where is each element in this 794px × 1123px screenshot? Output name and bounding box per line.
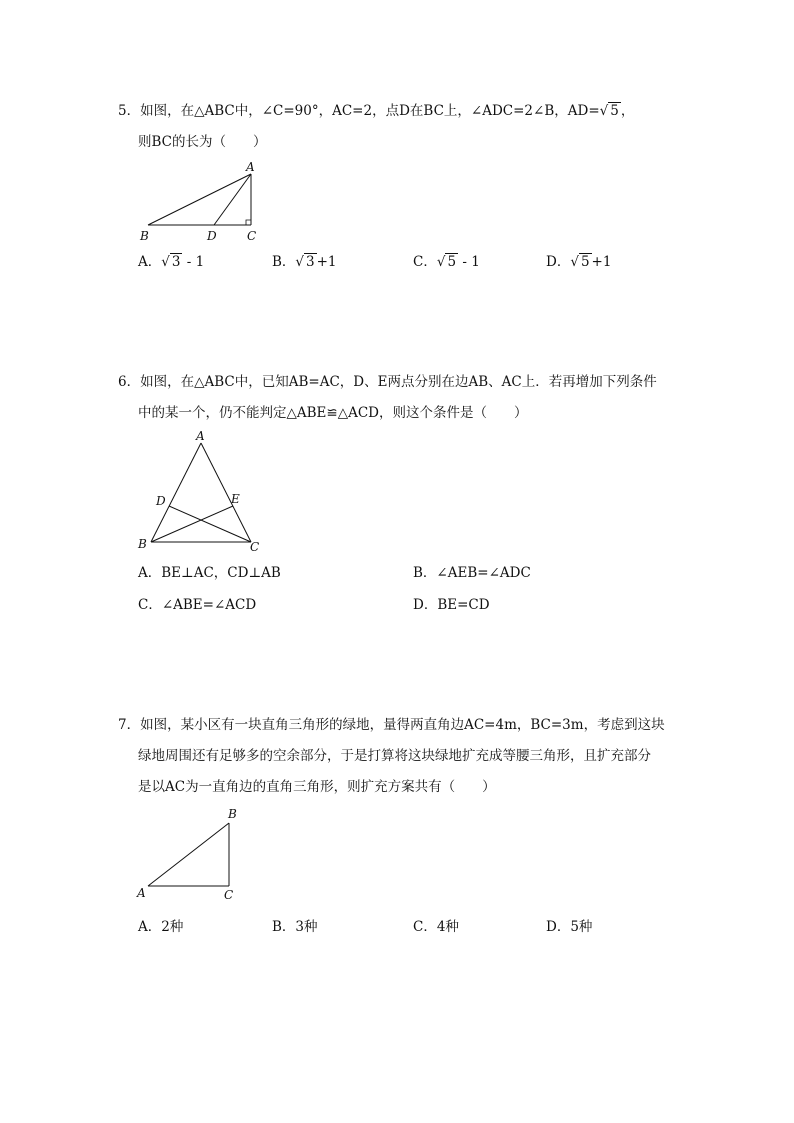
q6-option-d[interactable]: D．BE=CD [413, 597, 490, 613]
q7-option-b[interactable]: B．3种 [272, 919, 318, 935]
q6-figure [130, 428, 270, 556]
segment-cd [169, 506, 251, 542]
q6-option-c[interactable]: C．∠ABE=∠ACD [138, 597, 257, 613]
label-a: A [196, 429, 205, 443]
question-7 [118, 710, 665, 803]
q6-line-2: 中的某一个，仍不能判定△ABE≌△ACD，则这个条件是（ ） [138, 405, 528, 421]
segment-ad [214, 174, 251, 225]
sqrt-expression: √ 5 [599, 103, 619, 119]
label-b: B [228, 807, 237, 821]
q7-option-a[interactable]: A．2种 [138, 919, 184, 935]
q5-option-c[interactable]: C．√ 5 - 1 [413, 254, 480, 270]
segment-ab [151, 443, 201, 542]
q5-line-1: 5．如图，在△ABC中，∠C=90°，AC=2，点D在BC上，∠ADC=2∠B，AD=√ 5 ， [118, 96, 634, 127]
q6-option-a[interactable]: A．BE⊥AC，CD⊥AB [138, 565, 281, 581]
label-a: A [137, 886, 146, 900]
segment-ab [148, 823, 229, 886]
q5-line-2: 则BC的长为（ ） [138, 134, 267, 150]
question-6 [118, 367, 657, 429]
label-e: E [231, 492, 240, 506]
q5-option-a[interactable]: A．√ 3 - 1 [138, 254, 205, 270]
q7-line-2: 绿地周围还有足够多的空余部分，于是打算将这块绿地扩充成等腰三角形，且扩充部分 [138, 748, 651, 764]
label-d: D [156, 494, 166, 508]
label-a: A [246, 160, 255, 174]
label-d: D [207, 229, 217, 243]
right-angle-mark [246, 220, 251, 225]
segment-be [151, 506, 233, 542]
q5-option-b[interactable]: B．√ 3 +1 [272, 254, 337, 270]
q5-figure [130, 160, 280, 246]
q7-option-d[interactable]: D．5种 [546, 919, 593, 935]
q7-figure [130, 803, 250, 903]
q6-line-1: 6．如图，在△ABC中，已知AB=AC，D、E两点分别在边AB、AC上．若再增加下列条件 [118, 374, 657, 390]
segment-ab [148, 174, 251, 225]
label-c: C [247, 229, 257, 243]
label-b: B [138, 537, 147, 551]
label-b: B [140, 229, 149, 243]
q7-line-1: 7．如图，某小区有一块直角三角形的绿地，量得两直角边AC=4m，BC=3m，考虑到这块 [118, 717, 665, 733]
q6-option-b[interactable]: B．∠AEB=∠ADC [413, 565, 531, 581]
segment-ac [201, 443, 251, 542]
q5-option-d[interactable]: D．√ 5 +1 [546, 254, 612, 270]
label-c: C [224, 888, 234, 902]
label-c: C [250, 540, 260, 554]
q7-line-3: 是以AC为一直角边的直角三角形，则扩充方案共有（ ） [138, 779, 496, 795]
q7-option-c[interactable]: C．4种 [413, 919, 459, 935]
q5-stem-text: 5．如图，在△ABC中，∠C=90°，AC=2，点D在BC上，∠ADC=2∠B，AD= [118, 103, 600, 119]
question-5 [118, 96, 634, 158]
